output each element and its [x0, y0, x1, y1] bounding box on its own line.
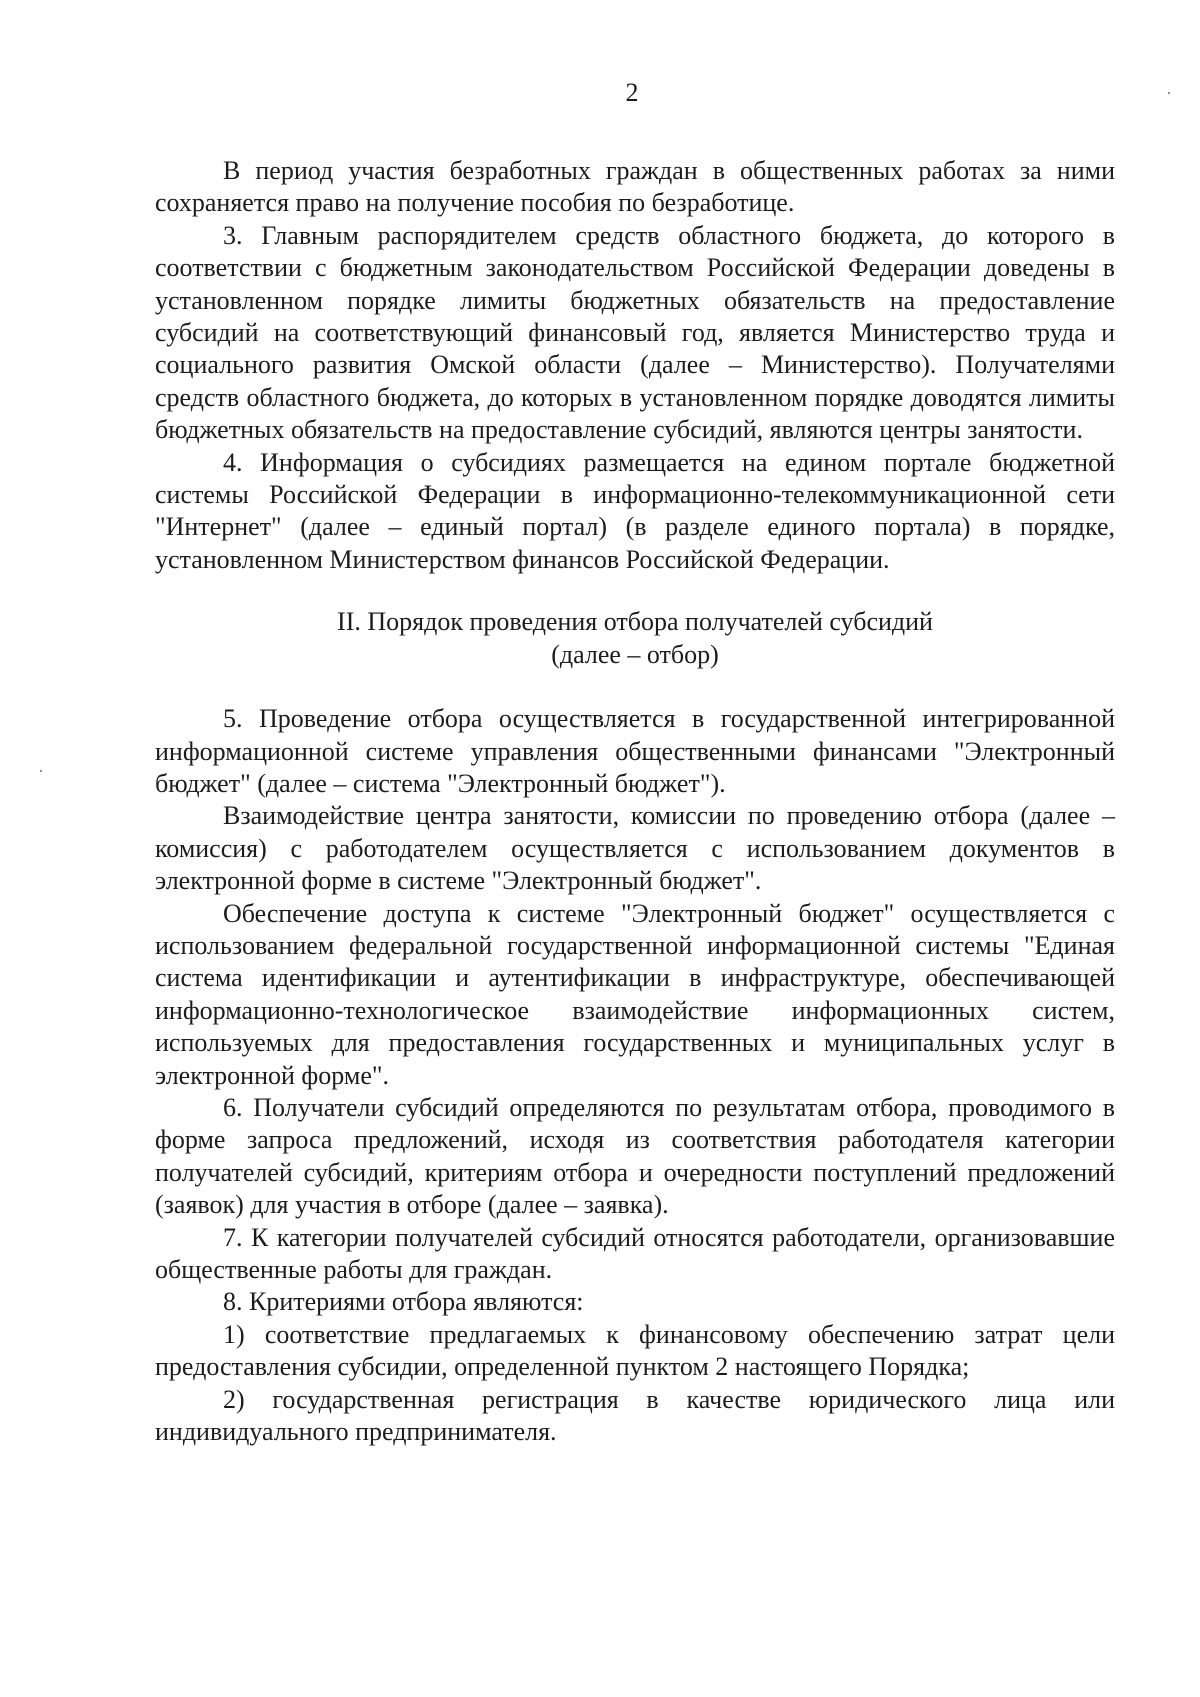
criterion-2: 2) государственная регистрация в качестве юридического лица или индивидуального предпринимателя. [155, 1384, 1115, 1447]
paragraph-7-category: 7. К категории получателей субсидий относятся работодатели, организовавшие общественные работы для граждан. [155, 1222, 1115, 1284]
criterion-1: 1) соответствие предлагаемых к финансовому обеспечению затрат цели предоставления субсидии, определенной пунктом 2 настоящего Порядка; [155, 1319, 1115, 1382]
section-heading-subtitle: (далее – отбор) [551, 639, 719, 669]
page-number: 2 [625, 78, 639, 107]
paragraph-system-access: Обеспечение доступа к системе "Электронный бюджет" осуществляется с использованием федеральной государственной информационной системы "Единая система идентификации и аутентификации в инфраструктуре, обеспечивающей информационно-технологическое взаимодействие информационных систем, используемых для предоставления государственных и муниципальных услуг в электронной форме". [155, 898, 1115, 1090]
paragraph-unemployment-benefit: В период участия безработных граждан в общественных работах за ними сохраняется право на получение пособия по безработице. [155, 156, 1115, 218]
section-heading-title: II. Порядок проведения отбора получателей субсидий [337, 607, 933, 637]
paragraph-4-subsidy-information: 4. Информация о субсидиях размещается на едином портале бюджетной системы Российской Федерации в информационно-телекоммуникационной сети "Интернет" (далее – единый портал) (в разделе единого портала) в порядке, установленном Министерством финансов Российской Федерации. [155, 447, 1115, 574]
scan-artifact [1168, 92, 1170, 94]
section-heading [155, 606, 1115, 671]
paragraph-6-recipients: 6. Получатели субсидий определяются по результатам отбора, проводимого в форме запроса предложений, исходя из соответствия работодателя категории получателей субсидий, критериям отбора и очередности поступлений предложений (заявок) для участия в отборе (далее – заявка). [155, 1092, 1115, 1220]
scan-artifact [40, 770, 42, 772]
paragraph-8-criteria: 8. Критериями отбора являются: [223, 1287, 584, 1317]
paragraph-interaction: Взаимодействие центра занятости, комиссии по проведению отбора (далее – комиссия) с работодателем осуществляется с использованием документов в электронной форме в системе "Электронный бюджет". [155, 801, 1115, 896]
paragraph-5-selection-system: 5. Проведение отбора осуществляется в государственной интегрированной информационной системе управления общественными финансами "Электронный бюджет" (далее – система "Электронный бюджет"). [155, 704, 1115, 798]
document-body [155, 155, 1115, 1448]
paragraph-3-budget-administrator: 3. Главным распорядителем средств областного бюджета, до которого в соответствии с бюджетным законодательством Российской Федерации доведены в установленном порядке лимиты бюджетных обязательств на предоставление субсидий на соответствующий финансовый год, является Министерство труда и социального развития Омской области (далее – Министерство). Получателями средств областного бюджета, до которых в установленном порядке доводятся лимиты бюджетных обязательств на предоставление субсидий, являются центры занятости. [155, 220, 1115, 445]
